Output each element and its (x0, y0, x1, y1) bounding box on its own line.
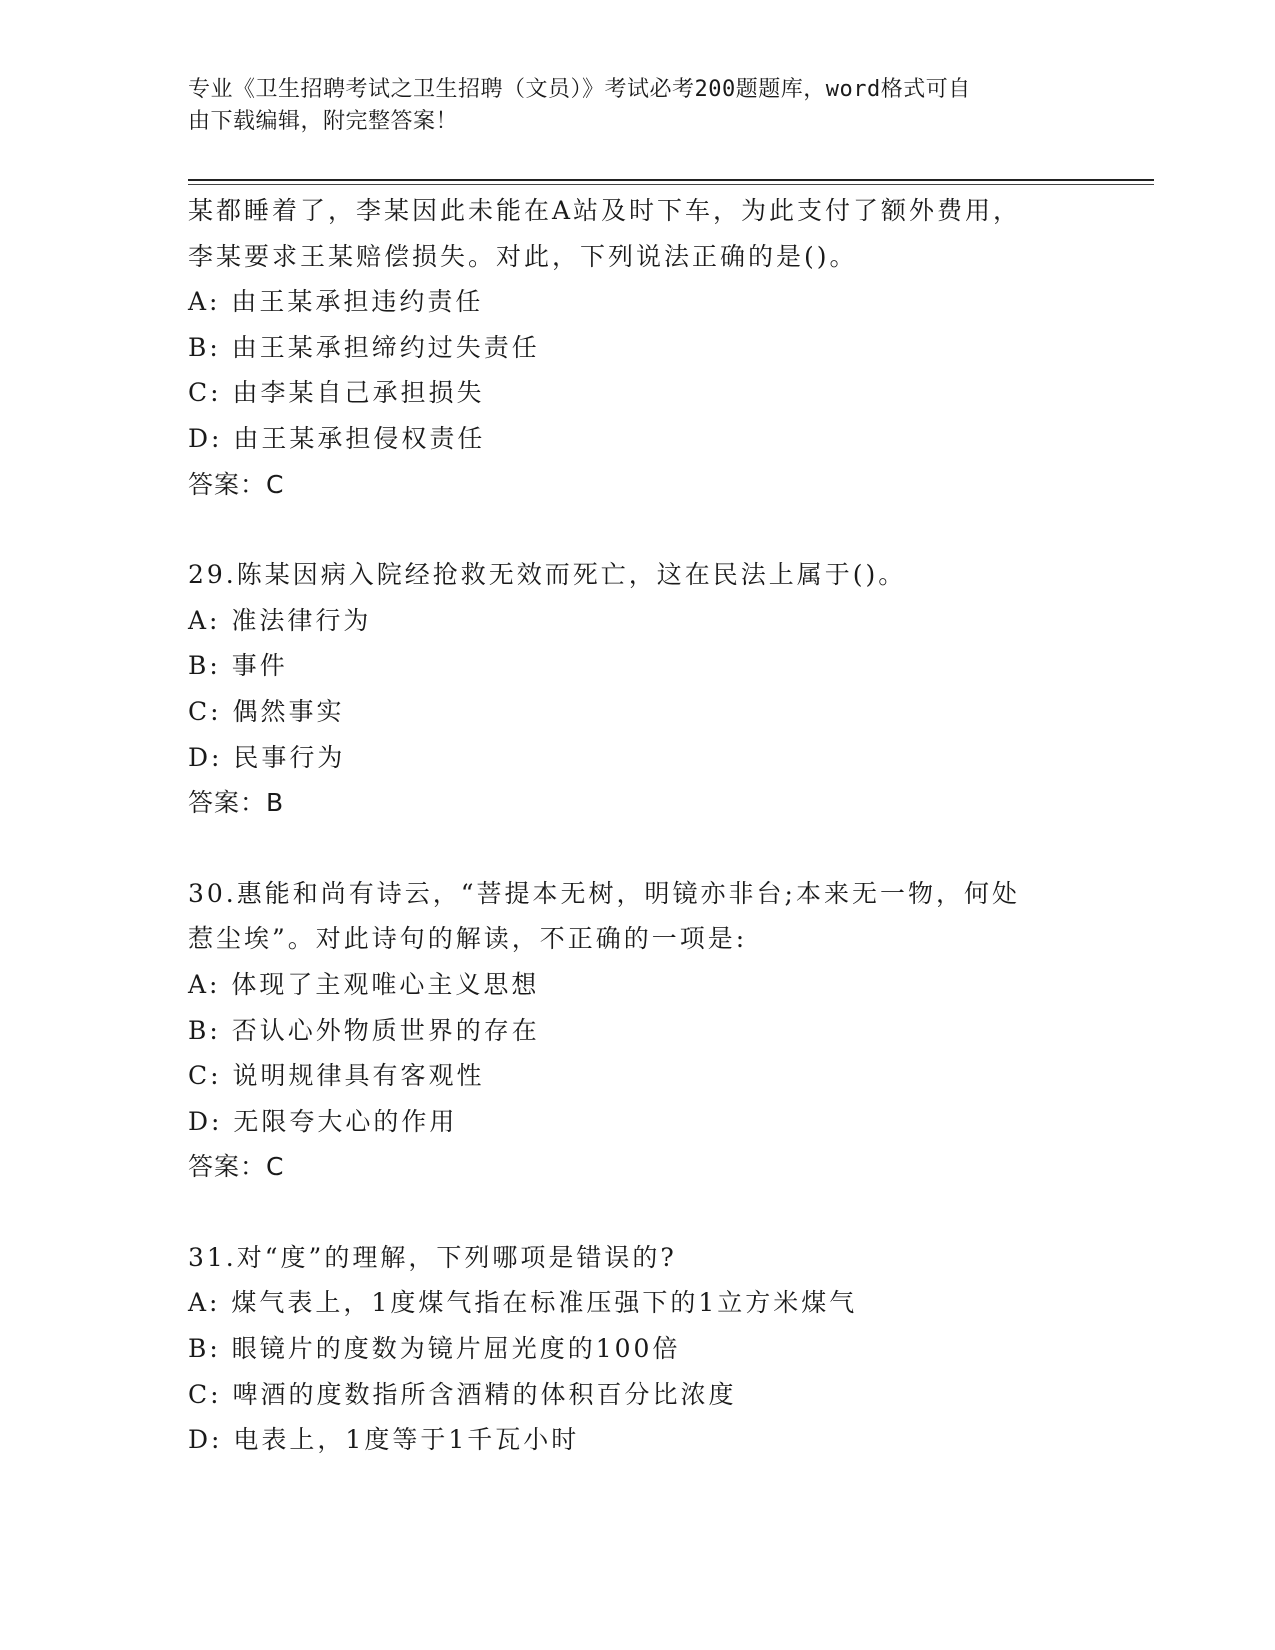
header-line-2: 由下载编辑，附完整答案！ (188, 109, 459, 134)
question-29-option-d: D: 民事行为 (188, 742, 346, 772)
question-29-option-a: A: 准法律行为 (188, 605, 372, 635)
question-28-stem-line-2: 李某要求王某赔偿损失。对此，下列说法正确的是()。 (188, 241, 858, 271)
question-spacer (188, 507, 1088, 552)
question-28 (188, 188, 1088, 507)
question-spacer (188, 826, 1088, 871)
question-28-option-c: C: 由李某自己承担损失 (188, 378, 485, 408)
question-30 (188, 871, 1088, 1190)
question-spacer (188, 1190, 1088, 1235)
question-31-stem-line-1: 31.对“度”的理解，下列哪项是错误的? (188, 1242, 677, 1272)
question-28-stem-line-1: 某都睡着了，李某因此未能在A站及时下车，为此支付了额外费用， (188, 196, 1022, 225)
question-31-option-a: A: 煤气表上，1度煤气指在标准压强下的1立方米煤气 (188, 1288, 858, 1318)
question-30-option-a: A: 体现了主观唯心主义思想 (188, 969, 540, 999)
question-30-option-d: D: 无限夸大心的作用 (188, 1106, 458, 1136)
question-31 (188, 1235, 1088, 1463)
question-29 (188, 552, 1088, 826)
question-29-option-b: B: 事件 (188, 651, 288, 681)
header-line-1: 专业《卫生招聘考试之卫生招聘（文员）》考试必考200题题库，word格式可自 (188, 77, 971, 102)
header-divider-thin (188, 184, 1154, 185)
document-header (188, 74, 1068, 138)
question-31-option-d: D: 电表上，1度等于1千瓦小时 (188, 1425, 580, 1455)
question-31-option-c: C: 啤酒的度数指所含酒精的体积百分比浓度 (188, 1379, 737, 1409)
question-28-option-d: D: 由王某承担侵权责任 (188, 423, 486, 453)
header-divider-thick (188, 179, 1154, 181)
question-30-stem-line-1: 30.惠能和尚有诗云，“菩提本无树，明镜亦非台;本来无一物，何处 (188, 878, 1020, 908)
question-30-answer: 答案：C (188, 1152, 285, 1182)
question-30-option-c: C: 说明规律具有客观性 (188, 1061, 485, 1091)
question-30-option-b: B: 否认心外物质世界的存在 (188, 1015, 540, 1045)
question-29-answer: 答案：B (188, 788, 285, 818)
question-28-answer: 答案：C (188, 469, 285, 499)
question-29-stem-line-1: 29.陈某因病入院经抢救无效而死亡，这在民法上属于()。 (188, 560, 907, 590)
question-31-option-b: B: 眼镜片的度数为镜片屈光度的100倍 (188, 1334, 681, 1364)
question-28-option-a: A: 由王某承担违约责任 (188, 287, 484, 317)
question-30-stem-line-2: 惹尘埃”。对此诗句的解读，不正确的一项是: (188, 924, 748, 954)
question-29-option-c: C: 偶然事实 (188, 696, 345, 726)
question-28-option-b: B: 由王某承担缔约过失责任 (188, 332, 540, 362)
question-list (188, 188, 1088, 1463)
